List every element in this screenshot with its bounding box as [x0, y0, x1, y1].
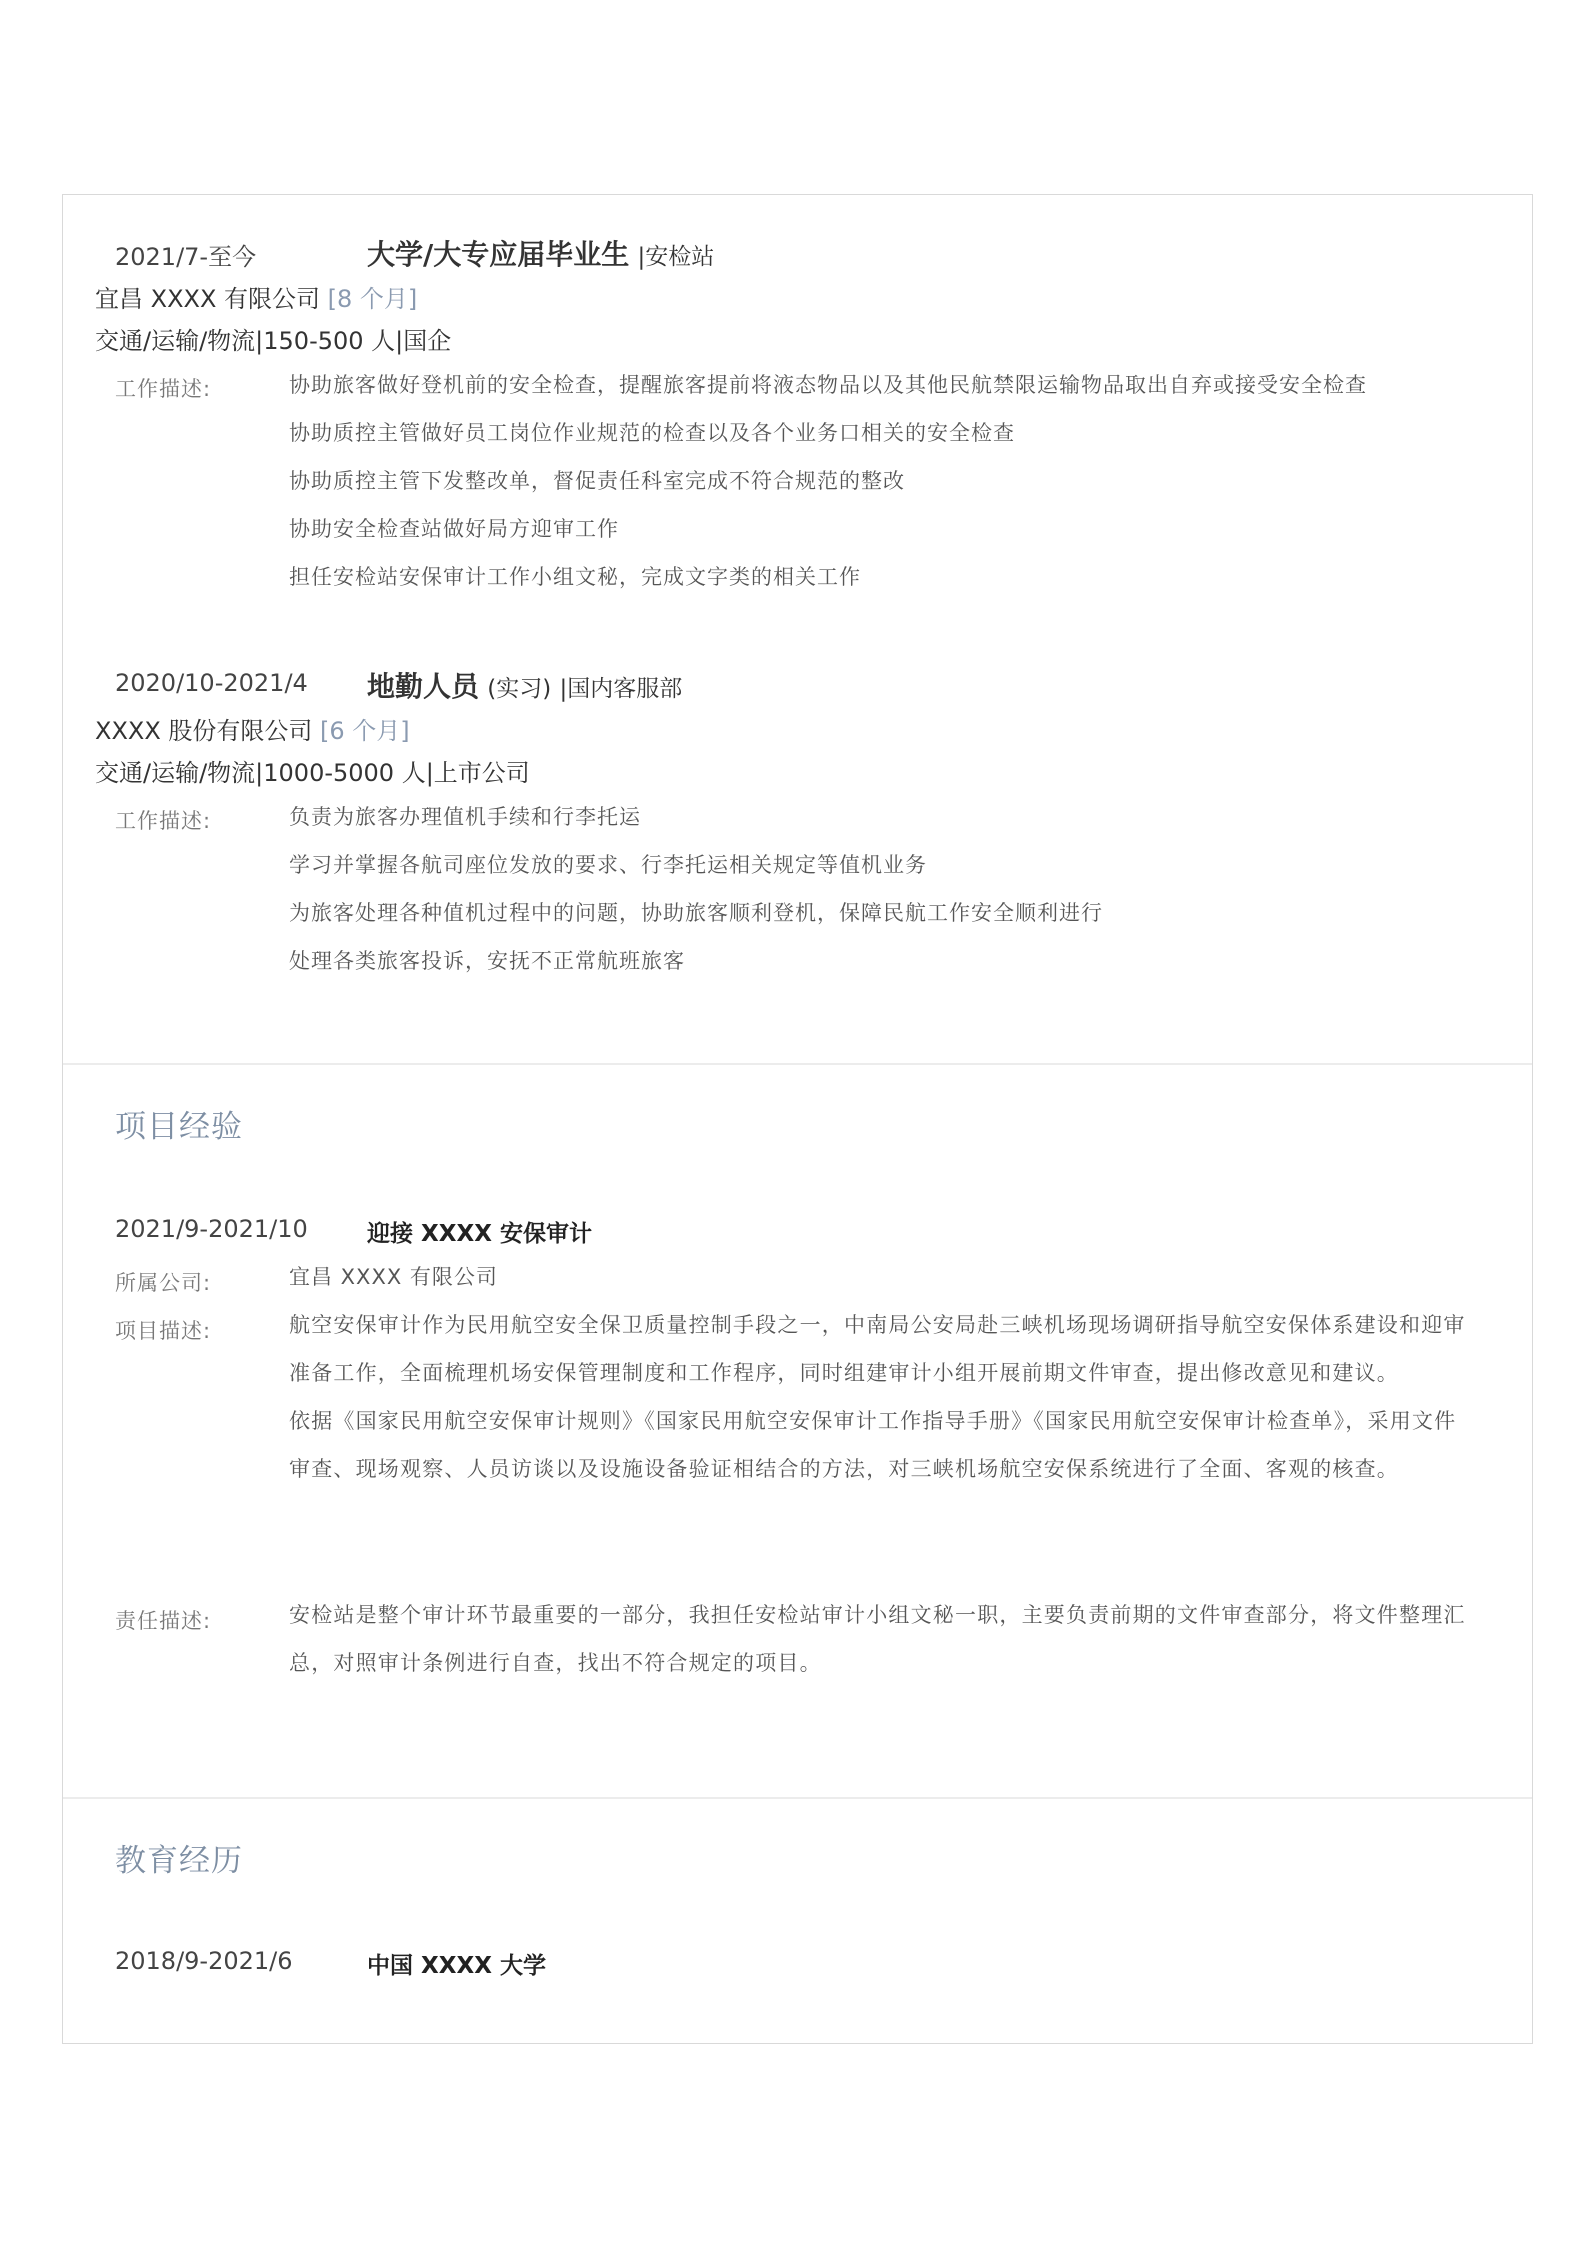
- project-duty: [289, 1591, 1469, 1687]
- work-title: [367, 665, 682, 705]
- work-desc: [289, 793, 1469, 985]
- section-divider: [63, 1797, 1532, 1799]
- section-title-projects: 项目经验: [115, 1109, 243, 1145]
- project-company-label: 所属公司:: [115, 1271, 212, 1295]
- work-title: [367, 233, 714, 273]
- work-position: 大学/大专应届毕业生: [367, 238, 630, 271]
- work-dept: |安检站: [637, 244, 715, 270]
- desc-line: 协助安全检查站做好局方迎审工作: [289, 517, 619, 541]
- work-company: [95, 279, 417, 314]
- project-duty-label: 责任描述:: [115, 1609, 212, 1633]
- section-title-education: 教育经历: [115, 1843, 243, 1879]
- work-date: 2021/7-至今: [115, 243, 257, 271]
- work-industry: 交通/运输/物流|1000-5000 人|上市公司: [95, 759, 530, 787]
- desc-line: 为旅客处理各种值机过程中的问题，协助旅客顺利登机，保障民航工作安全顺利进行: [289, 901, 1103, 925]
- desc-line: 协助质控主管做好员工岗位作业规范的检查以及各个业务口相关的安全检查: [289, 421, 1015, 445]
- project-name: 迎接 XXXX 安保审计: [367, 1221, 592, 1247]
- work-desc-label: 工作描述:: [115, 377, 212, 401]
- project-duty-para: 安检站是整个审计环节最重要的一部分，我担任安检站审计小组文秘一职，主要负责前期的文件审查部分，将文件整理汇总，对照审计条例进行自查，找出不符合规定的项目。: [289, 1603, 1466, 1675]
- resume-frame: [62, 194, 1533, 2044]
- desc-line: 负责为旅客办理值机手续和行李托运: [289, 805, 641, 829]
- work-duration: [6 个月]: [320, 717, 410, 745]
- desc-line: 担任安检站安保审计工作小组文秘，完成文字类的相关工作: [289, 565, 861, 589]
- work-dept: |国内客服部: [559, 676, 683, 702]
- project-company-value: 宜昌 XXXX 有限公司: [289, 1265, 498, 1289]
- project-desc-para: 航空安保审计作为民用航空安全保卫质量控制手段之一，中南局公安局赴三峡机场现场调研指导航空安保体系建设和迎审准备工作，全面梳理机场安保管理制度和工作程序，同时组建审计小组开展前期文件审查，提出修改意见和建议。: [289, 1313, 1466, 1385]
- work-desc: [289, 361, 1469, 601]
- education-school: 中国 XXXX 大学: [367, 1953, 546, 1979]
- work-industry: 交通/运输/物流|150-500 人|国企: [95, 327, 452, 355]
- project-desc: [289, 1301, 1469, 1493]
- section-divider: [63, 1063, 1532, 1065]
- desc-line: 处理各类旅客投诉，安抚不正常航班旅客: [289, 949, 685, 973]
- work-company: [95, 711, 410, 746]
- desc-line: 学习并掌握各航司座位发放的要求、行李托运相关规定等值机业务: [289, 853, 927, 877]
- project-desc-para: 依据《国家民用航空安保审计规则》《国家民用航空安保审计工作指导手册》《国家民用航空安保审计检查单》，采用文件审查、现场观察、人员访谈以及设施设备验证相结合的方法，对三峡机场航空安保系统进行了全面、客观的核查。: [289, 1409, 1457, 1481]
- work-date: 2020/10-2021/4: [115, 669, 308, 697]
- education-date: 2018/9-2021/6: [115, 1947, 293, 1975]
- work-duration: [8 个月]: [327, 285, 418, 313]
- work-desc-label: 工作描述:: [115, 809, 212, 833]
- project-company: [289, 1253, 1469, 1301]
- company-name: 宜昌 XXXX 有限公司: [95, 285, 321, 313]
- company-name: XXXX 股份有限公司: [95, 717, 313, 745]
- desc-line: 协助质控主管下发整改单，督促责任科室完成不符合规范的整改: [289, 469, 905, 493]
- work-title-suffix: (实习): [487, 676, 552, 702]
- project-date: 2021/9-2021/10: [115, 1215, 308, 1243]
- work-position: 地勤人员: [367, 670, 480, 703]
- desc-line: 协助旅客做好登机前的安全检查，提醒旅客提前将液态物品以及其他民航禁限运输物品取出自弃或接受安全检查: [289, 373, 1367, 397]
- project-desc-label: 项目描述:: [115, 1319, 212, 1343]
